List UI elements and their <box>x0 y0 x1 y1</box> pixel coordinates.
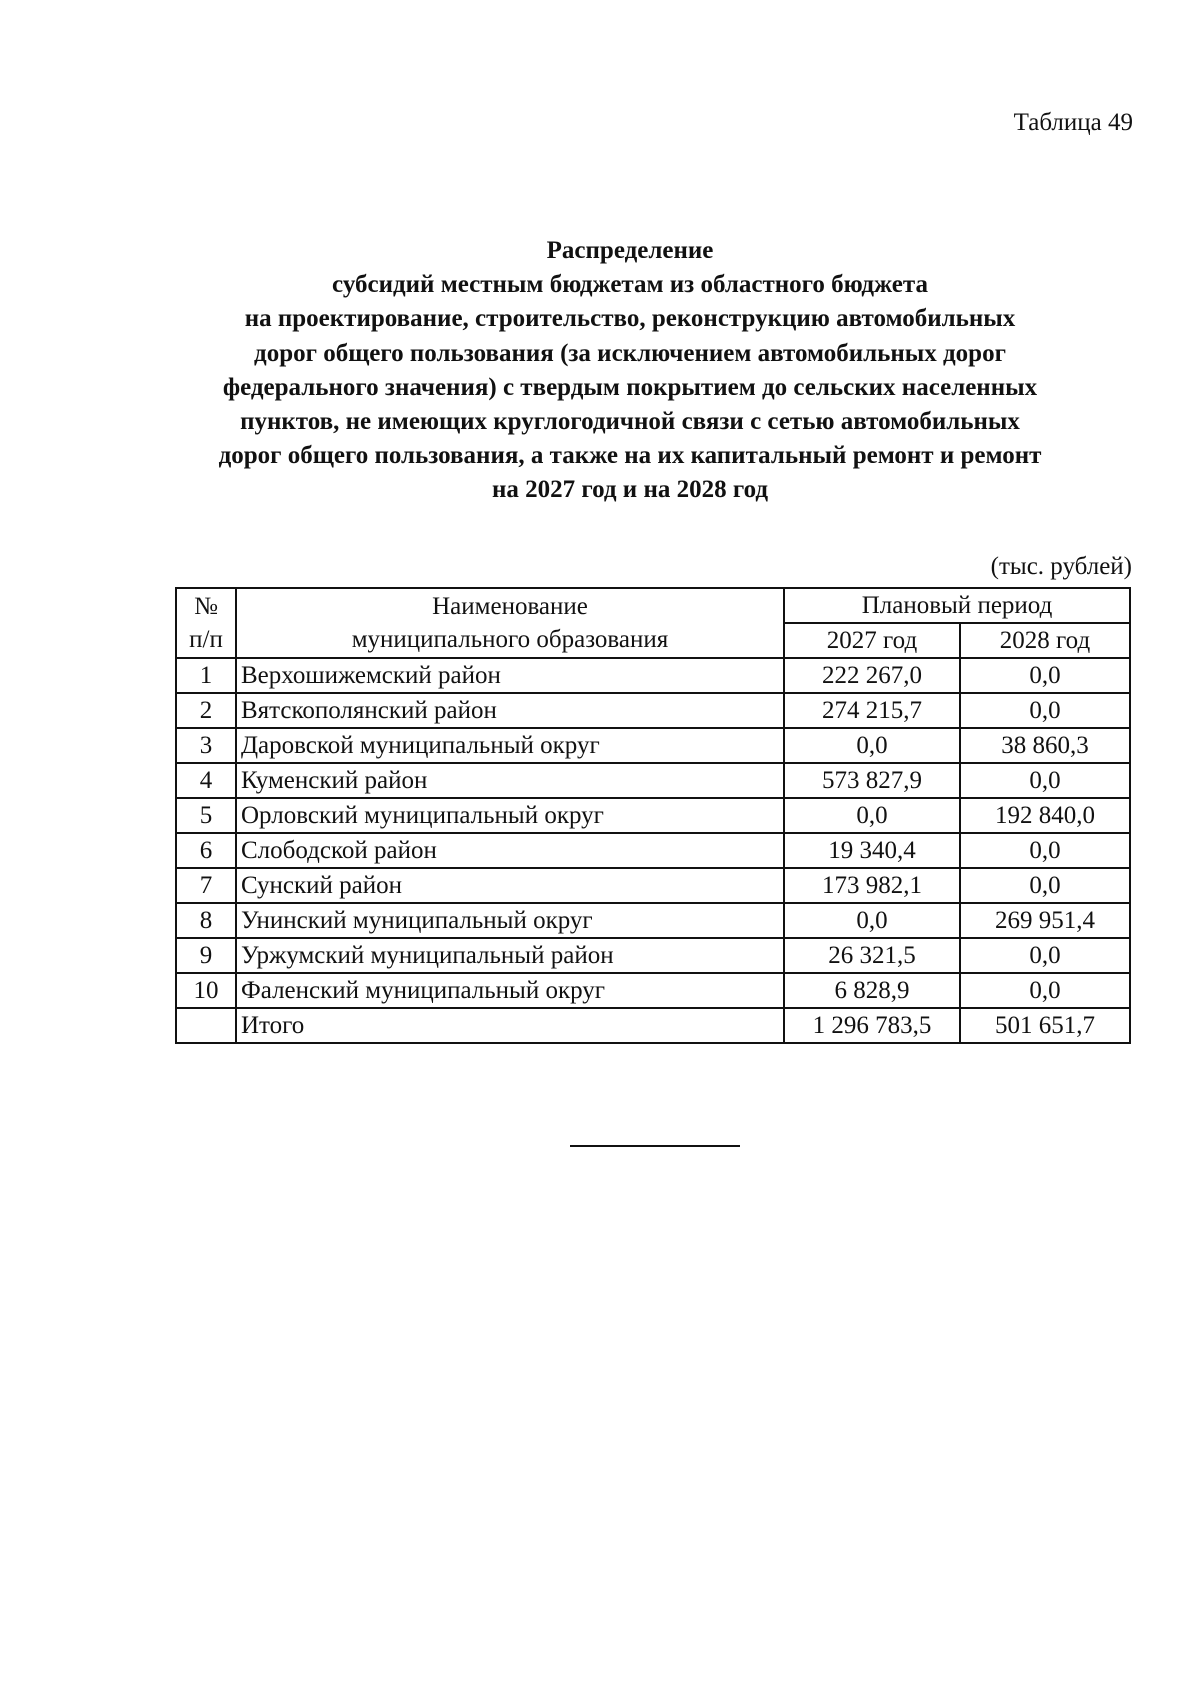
row-value-2027: 26 321,5 <box>784 938 960 973</box>
header-name-line1: Наименование <box>432 593 588 620</box>
total-label: Итого <box>236 1008 784 1043</box>
row-value-2028: 0,0 <box>960 938 1130 973</box>
units-note: (тыс. рублей) <box>990 553 1132 580</box>
row-num: 6 <box>176 833 236 868</box>
table-row <box>176 728 1130 763</box>
row-num: 4 <box>176 763 236 798</box>
row-name: Слободской район <box>236 833 784 868</box>
table-row <box>176 833 1130 868</box>
table-number-label: Таблица 49 <box>1013 109 1133 136</box>
row-name: Вятскополянский район <box>236 693 784 728</box>
row-value-2028: 0,0 <box>960 868 1130 903</box>
table-row <box>176 973 1130 1008</box>
row-name: Куменский район <box>236 763 784 798</box>
row-value-2028: 0,0 <box>960 833 1130 868</box>
row-value-2027: 6 828,9 <box>784 973 960 1008</box>
table-row <box>176 658 1130 693</box>
table-row <box>176 693 1130 728</box>
row-name: Фаленский муниципальный округ <box>236 973 784 1008</box>
row-name: Уржумский муниципальный район <box>236 938 784 973</box>
row-value-2027: 0,0 <box>784 728 960 763</box>
row-value-2027: 573 827,9 <box>784 763 960 798</box>
table-row <box>176 798 1130 833</box>
header-num-line2: п/п <box>189 626 223 653</box>
row-value-2027: 0,0 <box>784 798 960 833</box>
table-header-row <box>176 588 1130 623</box>
row-value-2027: 0,0 <box>784 903 960 938</box>
header-num-line1: № <box>194 593 218 620</box>
row-value-2028: 38 860,3 <box>960 728 1130 763</box>
row-value-2028: 192 840,0 <box>960 798 1130 833</box>
header-name-line2: муниципального образования <box>351 626 669 653</box>
title-line: Распределение <box>546 237 714 264</box>
end-divider <box>570 1145 740 1147</box>
header-num <box>176 588 236 658</box>
table-row <box>176 903 1130 938</box>
title-line: на 2027 год и на 2028 год <box>491 476 769 504</box>
row-value-2027: 222 267,0 <box>784 658 960 693</box>
title-line: дорог общего пользования, а также на их капитальный ремонт и ремонт <box>218 442 1042 470</box>
document-title <box>160 234 1100 508</box>
row-num: 3 <box>176 728 236 763</box>
header-name <box>236 588 784 658</box>
header-period: Плановый период <box>784 588 1130 623</box>
table-row <box>176 763 1130 798</box>
total-num <box>176 1008 236 1043</box>
table-total-row <box>176 1008 1130 1043</box>
subsidy-table <box>175 587 1131 1044</box>
row-value-2028: 0,0 <box>960 658 1130 693</box>
row-name: Орловский муниципальный округ <box>236 798 784 833</box>
title-line: субсидий местным бюджетам из областного бюджета <box>332 271 928 299</box>
row-name: Сунский район <box>236 868 784 903</box>
title-line: федерального значения) с твердым покрытием до сельских населенных <box>222 373 1038 401</box>
row-num: 5 <box>176 798 236 833</box>
total-value-2028: 501 651,7 <box>960 1008 1130 1043</box>
row-num: 1 <box>176 658 236 693</box>
title-line: пунктов, не имеющих круглогодичной связи с сетью автомобильных <box>240 408 1020 436</box>
title-line: на проектирование, строительство, реконструкцию автомобильных <box>244 305 1016 333</box>
row-num: 9 <box>176 938 236 973</box>
title-line: дорог общего пользования (за исключением автомобильных дорог <box>254 339 1006 367</box>
row-num: 7 <box>176 868 236 903</box>
row-value-2027: 274 215,7 <box>784 693 960 728</box>
row-name: Унинский муниципальный округ <box>236 903 784 938</box>
table-row <box>176 868 1130 903</box>
header-year-2028: 2028 год <box>960 623 1130 658</box>
row-value-2027: 173 982,1 <box>784 868 960 903</box>
table-row <box>176 938 1130 973</box>
row-value-2028: 0,0 <box>960 693 1130 728</box>
row-num: 8 <box>176 903 236 938</box>
header-year-2027: 2027 год <box>784 623 960 658</box>
row-num: 2 <box>176 693 236 728</box>
row-value-2028: 0,0 <box>960 763 1130 798</box>
row-value-2028: 269 951,4 <box>960 903 1130 938</box>
total-value-2027: 1 296 783,5 <box>784 1008 960 1043</box>
row-num: 10 <box>176 973 236 1008</box>
row-name: Верхошижемский район <box>236 658 784 693</box>
row-name: Даровской муниципальный округ <box>236 728 784 763</box>
row-value-2028: 0,0 <box>960 973 1130 1008</box>
row-value-2027: 19 340,4 <box>784 833 960 868</box>
